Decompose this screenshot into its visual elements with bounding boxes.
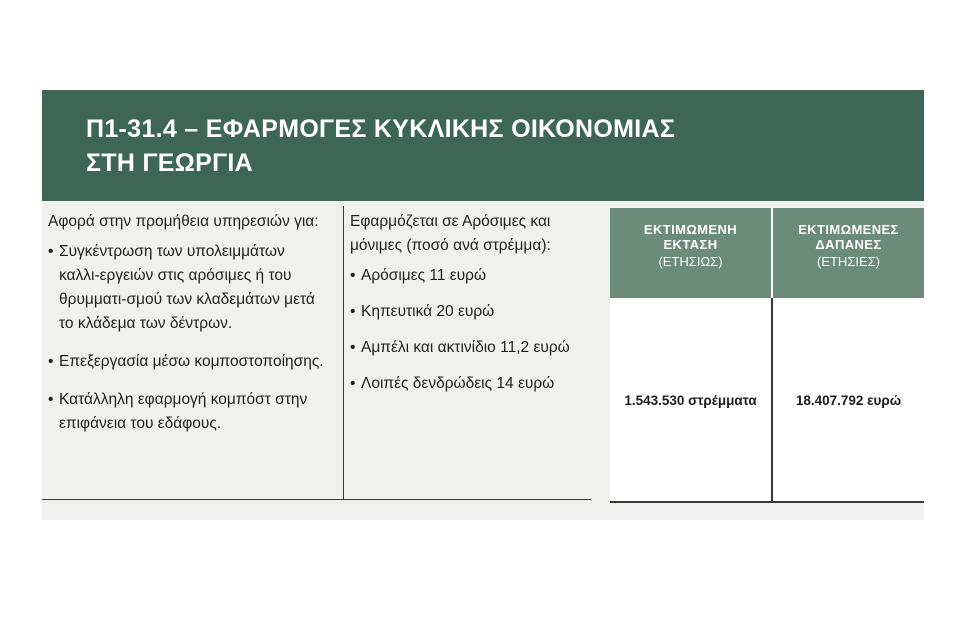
services-bullet: • Επεξεργασία μέσω κομποστοποίησης. [48,350,328,374]
area-header [610,208,771,298]
area-header-line-1: ΕΚΤΙΜΩΜΕΝΗ [643,222,738,237]
cost-header [773,208,924,298]
cost-header-line-1: ΕΚΤΙΜΩΜΕΝΕΣ [798,222,899,237]
pricing-column [350,210,590,408]
pricing-intro: Εφαρμόζεται σε Αρόσιμες και μόνιμες (ποσό ανά στρέμμα): [350,213,551,254]
cost-header-sub: (ΕΤΗΣΙΕΣ) [816,254,880,269]
title-line-2: ΣΤΗ ΓΕΩΡΓΙΑ [86,149,254,177]
column-divider [343,206,344,500]
services-bullet: • Κατάλληλη εφαρμογή κομπόστ στην επιφάνεια του εδάφους. [48,388,328,436]
pricing-bullet: • Αμπέλι και ακτινίδιο 11,2 ευρώ [350,336,590,360]
area-header-sub: (ΕΤΗΣΙΩΣ) [658,254,723,269]
estimates-panel [610,208,924,502]
services-column [48,210,328,450]
info-card [42,90,924,520]
cost-value: 18.407.792 ευρώ [795,393,902,408]
pricing-bullet: • Κηπευτικά 20 ευρώ [350,300,590,324]
stats-bottom-line [610,501,924,503]
text-bottom-divider [42,499,591,500]
services-intro: Αφορά στην προμήθεια υπηρεσιών για: [48,213,319,230]
pricing-bullet: • Λοιπές δενδρώδεις 14 ευρώ [350,372,590,396]
page-title [86,112,846,180]
services-bullet: • Συγκέντρωση των υπολειμμάτων καλλι-εργειών στις αρόσιμες ή του θρυμματι-σμού των κλαδεμάτων μετά το κλάδεμα των δέντρων. [48,240,328,336]
area-header-line-2: ΕΚΤΑΣΗ [663,237,718,252]
header-banner [42,90,924,201]
title-line-1: Π1-31.4 – ΕΦΑΡΜΟΓΕΣ ΚΥΚΛΙΚΗΣ ΟΙΚΟΝΟΜΙΑΣ [86,115,676,143]
pricing-bullet: • Αρόσιμες 11 ευρώ [350,264,590,288]
cost-header-line-2: ΔΑΠΑΝΕΣ [815,237,882,252]
area-value: 1.543.530 στρέμματα [624,393,757,408]
